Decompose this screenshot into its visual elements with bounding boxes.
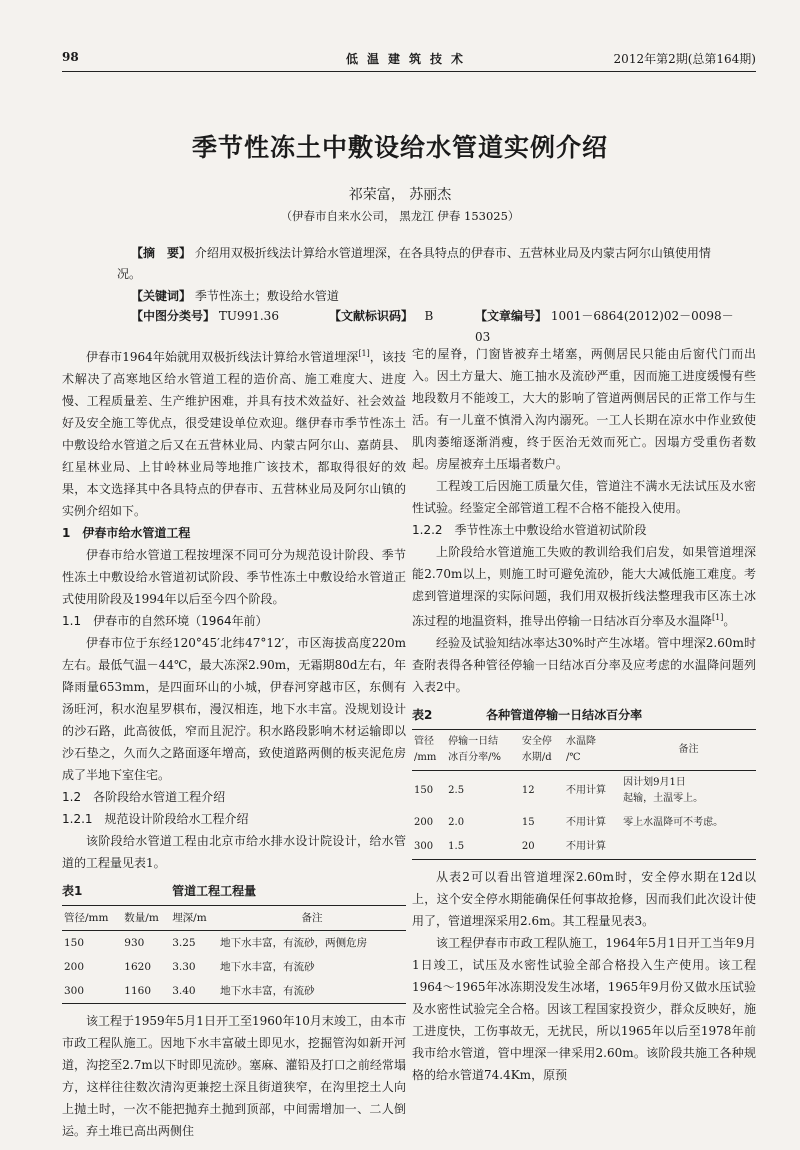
- table-row: 300 1.5 20 不用计算: [412, 835, 756, 860]
- table-row: 200 2.0 15 不用计算 零上水温降可不考虑。: [414, 817, 724, 828]
- classification-line: 【中图分类号】 TU991.36 【文献标识码】 B 【文章编号】 1001－6864(2012)02－0098－03: [131, 309, 734, 344]
- authors: 祁荣富， 苏丽杰: [348, 187, 452, 203]
- keywords: 【关键词】 季节性冻土；敷设给水管道: [131, 289, 339, 303]
- subsection-heading: 1.2.1 规范设计阶段给水工程介绍: [62, 812, 249, 826]
- right-column: [412, 343, 756, 1086]
- section-heading: 1 伊春市给水管道工程: [62, 526, 191, 540]
- table-1-caption: 表1 管道工程工程量: [62, 884, 257, 898]
- table-row: 150 2.5 12 不用计算 因计划9月1日 起输，土温零上。: [414, 777, 704, 804]
- paragraph: 宅的屋脊，门窗皆被弃土堵塞，两侧居民只能由后窗代门而出入。因土方量大、施工抽水及流砂严重，因而施工进度缓慢有些地段数月不能竣工，大大的影响了管道两侧居民的正常工作与生活。有一儿童不慎滑入沟内溺死。一工人长期在凉水中作业致使肌肉萎缩逐渐消瘦，终于医治无效而死亡。因塌方受重伤者数起。房屋被弃土压塌者数户。: [412, 347, 756, 471]
- issue-info: 2012年第2期(总第164期): [613, 52, 756, 66]
- header-rule: [62, 71, 756, 72]
- table-row: 200 1620 3.30 地下水丰富，有流砂: [64, 961, 315, 973]
- page-number: 98: [62, 50, 79, 64]
- subsection-heading: 1.2 各阶段给水管道工程介绍: [62, 790, 226, 804]
- running-header: [62, 50, 756, 70]
- paragraph: 伊春市给水管道工程按埋深不同可分为规范设计阶段、季节性冻土中敷设给水管道初试阶段、季节性冻土中敷设给水管道正式使用阶段及1994年以后至今四个阶段。: [62, 548, 406, 606]
- abstract: 【摘 要】 介绍用双极折线法计算给水管道埋深，在各具特点的伊春市、五营林业局及内蒙古阿尔山镇使用情况。: [117, 246, 711, 281]
- paragraph: 工程竣工后因施工质量欠佳，管道注不满水无法试压及水密性试验。经鉴定全部管道工程不合格不能投入使用。: [412, 479, 756, 515]
- table-2: 管径 /mm 停输一日结 冰百分率/% 安全停 水期/d 水温降 /℃ 备注 150 2.5 12 不用计算 因计划9月1日 起输，土温零上。 200 2.0 15 不用计算 零上水温降可不考虑。 300 1.5 20 不用计算: [412, 729, 756, 860]
- article-title: 季节性冻土中敷设给水管道实例介绍: [191, 133, 608, 162]
- intro-paragraph: 伊春市1964年始就用双极折线法计算给水管道埋深[1]，该技术解决了高寒地区给水管道工程的造价高、施工难度大、进度慢、工程质量差、生产维护困难，并具有技术效益好、社会效益好及安全施工等优点，很受建设单位欢迎。继伊春市季节性冻土中敷设给水管道之后又在五营林业局、内蒙古阿尔山、嘉荫县、红星林业局、上甘岭林业局等地推广该技术，都取得很好的效果，本文选择其中各具特点的伊春市、五营林业局及阿尔山镇的实例介绍如下。: [62, 349, 406, 518]
- paragraph: 伊春市位于东经120°45′北纬47°12′，市区海拔高度220m左右。最低气温－44℃，最大冻深2.90m，无霜期80d左右，年降雨量653mm，是四面环山的小城，伊春河穿越市区，东侧有汤旺河，积水泡星罗棋布，漫汉相连，地下水丰富。没规划设计的沙石路，此高彼低，窄而且泥泞。积水路段影响木材运输即以沙石垫之，久而久之路面逐年增高，致使道路两侧的板夹泥危房成了半地下室住宅。: [62, 636, 406, 782]
- abstract-text: 介绍用双极折线法计算给水管道埋深，在各具特点的伊春市、五营林业局及内蒙古阿尔山镇使用情况。: [117, 246, 711, 281]
- paragraph: 该工程伊春市市政工程队施工，1964年5月1日开工当年9月1日竣工，试压及水密性试验全部合格投入生产使用。该工程1964～1965年冰冻期没发生冰堵，1965年9月份又做水压试验及水密性试验完全合格。因该工程国家投资少，群众反映好，施工进度快，工伤事故无，无扰民，所以1965年以后至1978年前我市给水管道，管中埋深一律采用2.60m。该阶段共施工各种规格的给水管道74.4Km，原预: [412, 936, 756, 1082]
- table-1: 管径/mm 数量/m 埋深/m 备注 150 930 3.25 地下水丰富，有流砂，两侧危房 200 1620 3.30 地下水丰富，有流砂 300 1160 3.40 地下水丰富，有流砂: [62, 905, 406, 1004]
- paragraph: 上阶段给水管道施工失败的教训给我们启发，如果管道埋深能2.70m以上，则施工时可避免流砂，能大大减低施工难度。考虑到管道埋深的实际问题，我们用双极折线法整理我市区冻土冰冻过程的地温资料，推导出停输一日结冰百分率及水温降[1]。: [412, 545, 756, 628]
- subsection-heading: 1.1 伊春市的自然环境（1964年前）: [62, 614, 268, 628]
- table-row: 150 930 3.25 地下水丰富，有流砂，两侧危房: [64, 937, 368, 949]
- paragraph: 经验及试验知结冰率达30%时产生冰堵。管中埋深2.60m时查附表得各种管径停输一日结冰百分率及应考虑的水温降问题列入表2中。: [412, 636, 756, 694]
- journal-name: 低温建筑技术: [345, 52, 472, 66]
- table-row: 300 1160 3.40 地下水丰富，有流砂: [62, 979, 406, 1004]
- table-2-caption: 表2 各种管道停输一日结冰百分率: [412, 708, 643, 722]
- affiliation: （伊春市自来水公司， 黑龙江 伊春 153025）: [280, 209, 520, 223]
- paragraph: 该工程于1959年5月1日开工至1960年10月末竣工，由本市市政工程队施工。因地下水丰富破土即见水，挖掘管沟如新开河道，沟挖至2.7m以下时即见流砂。塞麻、灌铅及打口之前经常塌方，这样往往数次清沟更兼挖土深且街道狭窄，在沟里挖土人向上抛土时，一次不能把抛弃土抛到顶部，中间需增加一、二人倒运。弃土堆已高出两侧住: [62, 1014, 406, 1138]
- subsection-heading: 1.2.2 季节性冻土中敷设给水管道初试阶段: [412, 523, 647, 537]
- paragraph: 从表2可以看出管道埋深2.60m时，安全停水期在12d以上，这个安全停水期能确保任何事故抢修，因而我们此次设计使用了，管道埋深采用2.6m。其工程量见表3。: [412, 870, 756, 928]
- paragraph: 该阶段给水管道工程由北京市给水排水设计院设计，给水管道的工程量见表1。: [62, 834, 406, 870]
- left-column: [62, 343, 406, 1142]
